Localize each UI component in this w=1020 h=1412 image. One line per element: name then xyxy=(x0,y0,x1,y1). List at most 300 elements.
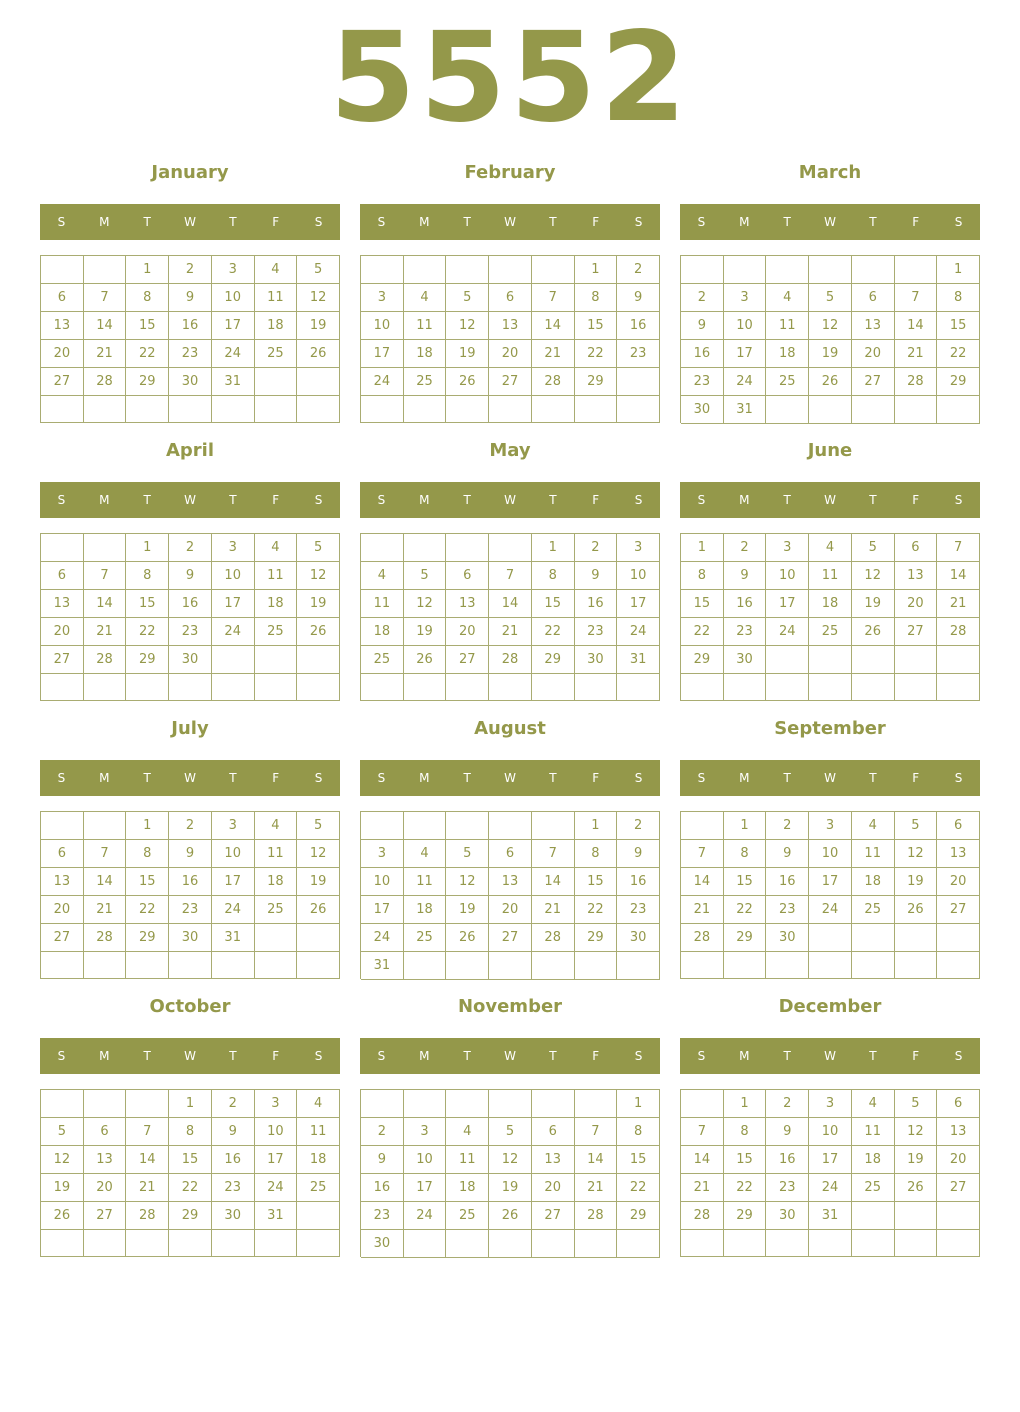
weekday-label: W xyxy=(184,493,196,507)
weekday-header xyxy=(40,482,340,518)
day-cell: 9 xyxy=(575,562,618,590)
day-cell: 21 xyxy=(84,618,127,646)
day-cell: 17 xyxy=(724,340,767,368)
day-cell: 8 xyxy=(617,1118,660,1146)
day-cell: 18 xyxy=(446,1174,489,1202)
day-cell: 20 xyxy=(937,1146,980,1174)
day-cell: 1 xyxy=(575,256,618,284)
day-cell: 3 xyxy=(361,284,404,312)
day-cell: 3 xyxy=(212,534,255,562)
day-cell: 23 xyxy=(212,1174,255,1202)
weekday-label: S xyxy=(377,1049,386,1063)
empty-cell xyxy=(297,1230,340,1257)
day-cell: 28 xyxy=(532,368,575,396)
day-cell: 31 xyxy=(809,1202,852,1230)
day-cell: 20 xyxy=(84,1174,127,1202)
day-cell: 29 xyxy=(724,924,767,952)
day-cell: 13 xyxy=(489,312,532,340)
weekday-label: W xyxy=(824,1049,836,1063)
weekday-label: S xyxy=(57,1049,66,1063)
day-cell: 17 xyxy=(212,590,255,618)
empty-cell xyxy=(809,646,852,674)
day-cell: 29 xyxy=(169,1202,212,1230)
weekday-label: F xyxy=(272,771,280,785)
weekday-label: T xyxy=(549,1049,557,1063)
empty-cell xyxy=(532,812,575,840)
day-cell: 29 xyxy=(937,368,980,396)
day-cell: 7 xyxy=(532,284,575,312)
day-cell: 24 xyxy=(809,1174,852,1202)
month-name: August xyxy=(474,718,546,739)
weekday-label: S xyxy=(377,771,386,785)
day-cell: 6 xyxy=(532,1118,575,1146)
day-cell: 4 xyxy=(297,1090,340,1118)
weekday-label: S xyxy=(314,215,323,229)
day-cell: 30 xyxy=(169,646,212,674)
empty-cell xyxy=(809,952,852,979)
empty-cell xyxy=(212,674,255,701)
day-cell: 4 xyxy=(809,534,852,562)
day-cell: 21 xyxy=(532,340,575,368)
day-cell: 24 xyxy=(255,1174,298,1202)
day-cell: 30 xyxy=(766,1202,809,1230)
day-grid xyxy=(680,533,980,701)
empty-cell xyxy=(404,256,447,284)
empty-cell xyxy=(937,674,980,701)
day-cell: 11 xyxy=(297,1118,340,1146)
empty-cell xyxy=(895,646,938,674)
weekday-header xyxy=(680,204,980,240)
day-cell: 20 xyxy=(41,340,84,368)
empty-cell xyxy=(852,646,895,674)
empty-cell xyxy=(41,1090,84,1118)
day-cell: 14 xyxy=(84,590,127,618)
empty-cell xyxy=(895,924,938,952)
month-name: November xyxy=(457,996,563,1017)
day-cell: 4 xyxy=(361,562,404,590)
day-cell: 28 xyxy=(937,618,980,646)
weekday-label: W xyxy=(184,1049,196,1063)
day-cell: 14 xyxy=(681,1146,724,1174)
day-cell: 6 xyxy=(446,562,489,590)
empty-cell xyxy=(41,952,84,979)
day-cell: 9 xyxy=(617,840,660,868)
weekday-label: S xyxy=(57,771,66,785)
weekday-label: M xyxy=(739,493,750,507)
day-cell: 12 xyxy=(895,840,938,868)
weekday-label: F xyxy=(912,1049,920,1063)
weekday-label: T xyxy=(143,493,151,507)
weekday-header xyxy=(360,204,660,240)
day-cell: 10 xyxy=(361,312,404,340)
day-cell: 10 xyxy=(809,1118,852,1146)
day-cell: 7 xyxy=(532,840,575,868)
day-grid xyxy=(360,811,660,979)
day-cell: 16 xyxy=(766,868,809,896)
empty-cell xyxy=(446,812,489,840)
day-cell: 28 xyxy=(681,924,724,952)
day-cell: 6 xyxy=(852,284,895,312)
day-cell: 14 xyxy=(532,312,575,340)
empty-cell xyxy=(852,1202,895,1230)
day-cell: 10 xyxy=(617,562,660,590)
weekday-label: M xyxy=(99,1049,110,1063)
day-cell: 24 xyxy=(766,618,809,646)
day-cell: 14 xyxy=(489,590,532,618)
day-cell: 18 xyxy=(361,618,404,646)
day-cell: 3 xyxy=(361,840,404,868)
day-cell: 22 xyxy=(681,618,724,646)
day-cell: 22 xyxy=(937,340,980,368)
weekday-label: T xyxy=(143,771,151,785)
empty-cell xyxy=(852,924,895,952)
day-cell: 9 xyxy=(766,840,809,868)
day-cell: 29 xyxy=(575,368,618,396)
empty-cell xyxy=(617,368,660,396)
day-cell: 17 xyxy=(809,868,852,896)
day-cell: 1 xyxy=(575,812,618,840)
day-cell: 26 xyxy=(404,646,447,674)
day-cell: 1 xyxy=(937,256,980,284)
empty-cell xyxy=(84,812,127,840)
day-cell: 30 xyxy=(169,924,212,952)
day-cell: 6 xyxy=(489,284,532,312)
day-cell: 14 xyxy=(937,562,980,590)
day-cell: 11 xyxy=(809,562,852,590)
day-cell: 14 xyxy=(895,312,938,340)
day-cell: 2 xyxy=(212,1090,255,1118)
weekday-label: F xyxy=(592,493,600,507)
empty-cell xyxy=(575,1230,618,1258)
day-cell: 8 xyxy=(937,284,980,312)
day-cell: 28 xyxy=(84,646,127,674)
day-cell: 22 xyxy=(724,1174,767,1202)
day-cell: 19 xyxy=(489,1174,532,1202)
day-cell: 7 xyxy=(575,1118,618,1146)
day-cell: 11 xyxy=(766,312,809,340)
month-name: July xyxy=(171,718,209,739)
weekday-label: M xyxy=(739,1049,750,1063)
day-cell: 26 xyxy=(297,618,340,646)
day-cell: 23 xyxy=(361,1202,404,1230)
day-cell: 10 xyxy=(724,312,767,340)
weekday-label: F xyxy=(592,771,600,785)
day-cell: 14 xyxy=(681,868,724,896)
empty-cell xyxy=(361,812,404,840)
day-cell: 5 xyxy=(895,812,938,840)
day-cell: 27 xyxy=(41,646,84,674)
day-cell: 4 xyxy=(404,284,447,312)
empty-cell xyxy=(126,396,169,423)
day-cell: 16 xyxy=(169,868,212,896)
day-cell: 6 xyxy=(937,1090,980,1118)
day-grid xyxy=(360,533,660,701)
empty-cell xyxy=(84,396,127,423)
day-cell: 12 xyxy=(297,562,340,590)
day-cell: 9 xyxy=(169,562,212,590)
day-cell: 15 xyxy=(575,868,618,896)
day-cell: 25 xyxy=(361,646,404,674)
weekday-label: T xyxy=(143,1049,151,1063)
day-cell: 30 xyxy=(212,1202,255,1230)
day-cell: 23 xyxy=(169,618,212,646)
weekday-label: W xyxy=(504,493,516,507)
weekday-label: M xyxy=(419,771,430,785)
day-cell: 1 xyxy=(126,812,169,840)
weekday-label: S xyxy=(314,1049,323,1063)
day-cell: 9 xyxy=(617,284,660,312)
day-cell: 18 xyxy=(852,1146,895,1174)
empty-cell xyxy=(212,646,255,674)
empty-cell xyxy=(297,924,340,952)
empty-cell xyxy=(446,674,489,701)
empty-cell xyxy=(937,924,980,952)
day-cell: 3 xyxy=(404,1118,447,1146)
day-cell: 24 xyxy=(361,368,404,396)
weekday-label: S xyxy=(634,215,643,229)
day-cell: 8 xyxy=(681,562,724,590)
empty-cell xyxy=(255,368,298,396)
empty-cell xyxy=(895,396,938,424)
day-cell: 31 xyxy=(212,368,255,396)
day-cell: 14 xyxy=(532,868,575,896)
day-cell: 30 xyxy=(681,396,724,424)
day-cell: 21 xyxy=(681,1174,724,1202)
day-cell: 10 xyxy=(212,562,255,590)
day-cell: 15 xyxy=(126,312,169,340)
weekday-label: T xyxy=(463,215,471,229)
weekday-label: S xyxy=(634,1049,643,1063)
day-cell: 10 xyxy=(212,284,255,312)
empty-cell xyxy=(297,674,340,701)
day-cell: 5 xyxy=(404,562,447,590)
empty-cell xyxy=(297,396,340,423)
day-cell: 26 xyxy=(41,1202,84,1230)
day-cell: 17 xyxy=(212,312,255,340)
day-cell: 2 xyxy=(617,812,660,840)
day-cell: 27 xyxy=(937,1174,980,1202)
empty-cell xyxy=(84,534,127,562)
day-cell: 1 xyxy=(169,1090,212,1118)
weekday-label: W xyxy=(504,771,516,785)
day-cell: 29 xyxy=(575,924,618,952)
day-cell: 8 xyxy=(724,1118,767,1146)
day-cell: 28 xyxy=(532,924,575,952)
day-cell: 26 xyxy=(446,368,489,396)
empty-cell xyxy=(681,812,724,840)
day-cell: 12 xyxy=(852,562,895,590)
day-cell: 3 xyxy=(617,534,660,562)
empty-cell xyxy=(681,256,724,284)
day-grid xyxy=(40,255,340,423)
day-cell: 31 xyxy=(617,646,660,674)
empty-cell xyxy=(489,1090,532,1118)
empty-cell xyxy=(361,256,404,284)
weekday-label: T xyxy=(869,1049,877,1063)
day-cell: 18 xyxy=(404,340,447,368)
empty-cell xyxy=(766,646,809,674)
day-cell: 13 xyxy=(446,590,489,618)
day-cell: 27 xyxy=(532,1202,575,1230)
empty-cell xyxy=(297,952,340,979)
empty-cell xyxy=(895,1230,938,1257)
weekday-label: F xyxy=(272,493,280,507)
empty-cell xyxy=(404,1230,447,1258)
day-cell: 25 xyxy=(852,1174,895,1202)
day-cell: 17 xyxy=(617,590,660,618)
day-cell: 7 xyxy=(84,284,127,312)
day-cell: 16 xyxy=(766,1146,809,1174)
empty-cell xyxy=(84,1230,127,1257)
day-cell: 17 xyxy=(255,1146,298,1174)
weekday-label: M xyxy=(739,215,750,229)
day-cell: 17 xyxy=(809,1146,852,1174)
day-cell: 28 xyxy=(84,924,127,952)
day-cell: 29 xyxy=(126,368,169,396)
day-cell: 28 xyxy=(895,368,938,396)
day-cell: 1 xyxy=(681,534,724,562)
day-cell: 7 xyxy=(895,284,938,312)
day-cell: 19 xyxy=(446,340,489,368)
empty-cell xyxy=(41,1230,84,1257)
day-cell: 11 xyxy=(255,562,298,590)
weekday-label: M xyxy=(99,771,110,785)
weekday-label: S xyxy=(377,493,386,507)
day-cell: 10 xyxy=(212,840,255,868)
weekday-label: F xyxy=(272,1049,280,1063)
day-cell: 21 xyxy=(575,1174,618,1202)
empty-cell xyxy=(255,646,298,674)
weekday-label: S xyxy=(634,493,643,507)
day-cell: 2 xyxy=(169,534,212,562)
day-cell: 19 xyxy=(809,340,852,368)
day-cell: 16 xyxy=(617,312,660,340)
day-grid xyxy=(40,1089,340,1257)
day-cell: 8 xyxy=(169,1118,212,1146)
empty-cell xyxy=(575,1090,618,1118)
day-cell: 11 xyxy=(852,1118,895,1146)
weekday-label: T xyxy=(463,1049,471,1063)
day-cell: 9 xyxy=(212,1118,255,1146)
day-cell: 7 xyxy=(84,840,127,868)
day-cell: 21 xyxy=(126,1174,169,1202)
day-cell: 18 xyxy=(255,312,298,340)
day-cell: 4 xyxy=(852,1090,895,1118)
day-cell: 1 xyxy=(532,534,575,562)
day-cell: 3 xyxy=(255,1090,298,1118)
weekday-label: S xyxy=(697,215,706,229)
day-cell: 26 xyxy=(895,896,938,924)
day-cell: 30 xyxy=(169,368,212,396)
day-cell: 27 xyxy=(41,924,84,952)
empty-cell xyxy=(84,1090,127,1118)
day-cell: 28 xyxy=(84,368,127,396)
empty-cell xyxy=(404,674,447,701)
day-cell: 3 xyxy=(212,256,255,284)
day-cell: 15 xyxy=(724,868,767,896)
empty-cell xyxy=(532,952,575,980)
empty-cell xyxy=(489,952,532,980)
day-cell: 19 xyxy=(297,868,340,896)
weekday-label: M xyxy=(99,493,110,507)
day-cell: 9 xyxy=(361,1146,404,1174)
weekday-label: F xyxy=(592,1049,600,1063)
year-title: 5552 xyxy=(329,6,691,150)
day-cell: 22 xyxy=(126,618,169,646)
day-cell: 15 xyxy=(126,868,169,896)
day-cell: 15 xyxy=(937,312,980,340)
empty-cell xyxy=(766,952,809,979)
weekday-label: S xyxy=(314,771,323,785)
day-cell: 20 xyxy=(852,340,895,368)
day-cell: 25 xyxy=(297,1174,340,1202)
empty-cell xyxy=(681,1090,724,1118)
day-cell: 22 xyxy=(126,896,169,924)
day-cell: 18 xyxy=(852,868,895,896)
day-grid xyxy=(680,811,980,979)
day-cell: 23 xyxy=(681,368,724,396)
day-cell: 4 xyxy=(255,812,298,840)
weekday-label: W xyxy=(824,771,836,785)
day-cell: 20 xyxy=(446,618,489,646)
weekday-header xyxy=(40,760,340,796)
empty-cell xyxy=(41,674,84,701)
day-cell: 22 xyxy=(169,1174,212,1202)
empty-cell xyxy=(532,1230,575,1258)
day-cell: 29 xyxy=(126,646,169,674)
day-cell: 16 xyxy=(724,590,767,618)
weekday-label: F xyxy=(912,493,920,507)
empty-cell xyxy=(446,256,489,284)
day-cell: 10 xyxy=(809,840,852,868)
day-cell: 21 xyxy=(84,340,127,368)
day-cell: 11 xyxy=(404,312,447,340)
weekday-header xyxy=(680,1038,980,1074)
day-cell: 18 xyxy=(809,590,852,618)
day-cell: 24 xyxy=(212,340,255,368)
day-cell: 30 xyxy=(575,646,618,674)
day-cell: 1 xyxy=(126,256,169,284)
empty-cell xyxy=(446,1090,489,1118)
day-cell: 20 xyxy=(41,896,84,924)
weekday-label: T xyxy=(229,215,237,229)
day-cell: 18 xyxy=(297,1146,340,1174)
day-cell: 26 xyxy=(895,1174,938,1202)
day-cell: 23 xyxy=(766,1174,809,1202)
empty-cell xyxy=(297,368,340,396)
empty-cell xyxy=(212,396,255,423)
month-name: June xyxy=(807,440,853,461)
day-cell: 5 xyxy=(297,256,340,284)
day-cell: 15 xyxy=(575,312,618,340)
day-cell: 12 xyxy=(895,1118,938,1146)
day-cell: 9 xyxy=(766,1118,809,1146)
empty-cell xyxy=(404,812,447,840)
day-cell: 7 xyxy=(681,1118,724,1146)
weekday-label: T xyxy=(229,493,237,507)
day-cell: 7 xyxy=(937,534,980,562)
empty-cell xyxy=(489,256,532,284)
day-cell: 13 xyxy=(937,1118,980,1146)
weekday-label: T xyxy=(143,215,151,229)
empty-cell xyxy=(532,1090,575,1118)
weekday-label: T xyxy=(549,771,557,785)
month-name: April xyxy=(165,440,215,461)
day-cell: 14 xyxy=(126,1146,169,1174)
day-cell: 12 xyxy=(489,1146,532,1174)
day-cell: 19 xyxy=(895,868,938,896)
day-cell: 1 xyxy=(617,1090,660,1118)
